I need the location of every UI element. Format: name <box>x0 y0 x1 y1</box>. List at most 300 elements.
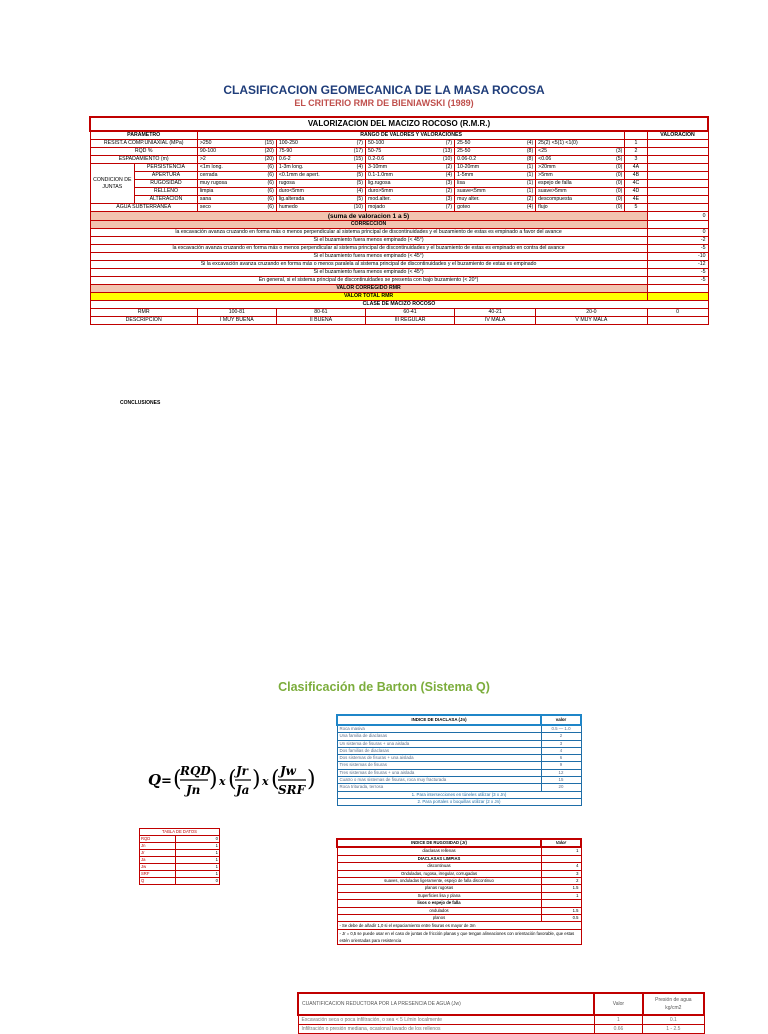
corregido-row <box>90 285 708 293</box>
range-cell <box>366 188 455 196</box>
param-code: 4D <box>625 188 647 196</box>
correccion-text: Si el buzamiento fuera menos empinado (< 45°) <box>90 237 647 245</box>
table-row <box>337 769 581 776</box>
range-text: 25-50 <box>457 140 471 146</box>
table-row <box>337 900 581 907</box>
valoracion-cell <box>647 188 708 196</box>
table-row <box>90 229 708 237</box>
range-cell <box>366 148 455 156</box>
table-row <box>337 855 581 862</box>
conclusiones-label: CONCLUSIONES <box>120 400 161 406</box>
col-parametro: PARAMETRO <box>90 131 197 140</box>
range-cell <box>276 188 365 196</box>
jn-value: 3 <box>541 740 581 747</box>
jn-value: 12 <box>541 769 581 776</box>
range-text: <25 <box>538 148 547 154</box>
jn-desc: Dos sistemas de fisuras + una aislada <box>337 755 541 762</box>
range-score: (5) <box>356 180 363 186</box>
range-cell <box>197 164 276 172</box>
jn-value: 0.5 — 1.0 <box>541 725 581 733</box>
table-row <box>140 836 220 843</box>
table-row <box>90 269 708 277</box>
datos-value: 1 <box>176 857 220 864</box>
param-code: 2 <box>625 148 647 156</box>
jr-desc: Onduladas, rugosa, irregular, corrugadas <box>337 870 541 877</box>
clase-rmr-cell: 100-81 <box>197 309 276 317</box>
range-text: cerrada <box>199 172 218 178</box>
range-cell <box>536 156 625 164</box>
table-row <box>337 907 581 914</box>
jr-desc: discontinuas <box>337 863 541 870</box>
clase-rmr-cell: 0 <box>647 309 708 317</box>
table-row <box>298 1015 704 1025</box>
range-cell <box>455 156 536 164</box>
formula-jr: Jr <box>236 764 248 778</box>
range-text: <0.1mm de apert. <box>278 172 320 178</box>
range-cell <box>197 196 276 204</box>
empty-cell <box>625 131 647 140</box>
range-text: lig.rugosa <box>368 180 391 186</box>
range-cell <box>366 204 455 212</box>
range-text: >250 <box>199 140 212 146</box>
correccion-value: -5 <box>647 245 708 253</box>
range-text: descompuesta <box>538 196 572 202</box>
range-score: (0) <box>615 180 623 186</box>
range-cell <box>366 156 455 164</box>
correccion-value: -5 <box>647 269 708 277</box>
svg-text:): ) <box>252 767 261 792</box>
table-row <box>90 277 708 285</box>
formula-q: Q <box>148 771 162 789</box>
range-text: 75-90 <box>278 148 293 154</box>
clase-rmr-cell: RMR <box>90 309 197 317</box>
table-row <box>337 762 581 769</box>
range-score: (20) <box>264 156 274 162</box>
jr-value: 1 <box>541 892 581 899</box>
range-score: (8) <box>526 156 534 162</box>
correccion-value: -5 <box>647 277 708 285</box>
table-row <box>90 156 708 164</box>
datos-key: Ja <box>140 857 176 864</box>
range-cell <box>276 204 365 212</box>
total-label: VALOR TOTAL RMR <box>90 293 647 301</box>
table-row <box>90 245 708 253</box>
jn-desc: Cuatro o mas sistemas de fisuras, roca muy fracturada <box>337 777 541 784</box>
range-score: (6) <box>267 180 274 186</box>
page-subtitle: EL CRITERIO RMR DE BIENIAWSKI (1989) <box>294 98 474 108</box>
range-score: (13) <box>442 148 453 154</box>
range-text: rugosa <box>278 180 295 186</box>
jn-value: 2 <box>541 733 581 740</box>
datos-header: TABLA DE DATOS <box>140 829 220 836</box>
range-text: 90-100 <box>199 148 217 154</box>
valoracion-cell <box>647 164 708 172</box>
param-label: ESPADAMIENTO (m) <box>90 156 197 164</box>
formula-rqd: RQD <box>180 764 211 778</box>
param-code: 4A <box>625 164 647 172</box>
range-score: (5) <box>356 172 363 178</box>
range-text: 1-3m long. <box>278 164 304 170</box>
total-row <box>90 293 708 301</box>
jn-header-val: valor <box>541 715 581 725</box>
range-score: (0) <box>615 204 623 210</box>
jn-header: INDICE DE DIACLASA (Jn) <box>337 715 541 725</box>
valoracion-cell <box>647 196 708 204</box>
range-text: goteo <box>457 204 471 210</box>
range-cell <box>455 188 536 196</box>
jn-note: 1. Para intersecciones en túneles utilizar (3 x Jn) <box>337 791 581 798</box>
range-score: (1) <box>526 188 534 194</box>
jr-desc: Superficies lisa y plana <box>337 892 541 899</box>
range-score: (0) <box>615 164 623 170</box>
range-cell <box>197 156 276 164</box>
jn-note: 2. Para portales o boquillas utilizar (2 x Jn) <box>337 798 581 805</box>
clase-row <box>90 301 708 309</box>
range-cell <box>197 180 276 188</box>
param-code: 1 <box>625 140 647 148</box>
col-valoracion: VALORACION <box>647 131 708 140</box>
range-cell <box>276 156 365 164</box>
range-score: (4) <box>356 188 363 194</box>
rmr-colhead-row <box>90 131 708 140</box>
jr-desc: DIACLASAS LIMPIAS <box>337 855 541 862</box>
clase-rmr-cell: 20-0 <box>536 309 647 317</box>
formula-jw: Jw <box>280 764 297 778</box>
param-code: 4E <box>625 196 647 204</box>
datos-value: 1 <box>176 864 220 871</box>
range-cell <box>536 180 625 188</box>
valoracion-cell <box>647 180 708 188</box>
param-label: AGUA SUBTERRANEA <box>90 204 197 212</box>
range-text: 100-250 <box>278 140 298 146</box>
datos-key: Jw <box>140 864 176 871</box>
range-text: muy alter. <box>457 196 480 202</box>
suma-label: (suma de valoracion 1 a 5) <box>90 212 647 221</box>
table-row <box>337 784 581 791</box>
table-row <box>90 317 708 325</box>
range-score: (15) <box>353 156 363 162</box>
formula-x1: x <box>219 775 226 788</box>
range-score: (7) <box>356 140 363 146</box>
range-cell <box>536 204 625 212</box>
datos-value: 0 <box>176 836 220 843</box>
jr-value: 4 <box>541 863 581 870</box>
jr-value: 3 <box>541 870 581 877</box>
range-cell <box>366 196 455 204</box>
table-row <box>337 847 581 855</box>
param-code: 5 <box>625 204 647 212</box>
range-score: (6) <box>267 188 274 194</box>
range-score: (5) <box>356 196 363 202</box>
q-formula <box>148 756 318 806</box>
datos-key: Jr <box>140 850 176 857</box>
jr-header: INDICE DE RUGOSIDAD (Jr) <box>337 839 541 847</box>
datos-value: 1 <box>176 843 220 850</box>
correccion-value: -12 <box>647 261 708 269</box>
range-text: 10-20mm <box>457 164 480 170</box>
range-score: (4) <box>526 140 534 146</box>
range-cell <box>366 140 455 148</box>
range-cell <box>536 148 625 156</box>
jr-note: - Se debe de añadir 1,0 si el espaciamiento entre fisuras es mayor de 3m <box>337 922 581 930</box>
formula-ja: Ja <box>236 783 250 797</box>
page-title: CLASIFICACION GEOMECANICA DE LA MASA ROCOSA <box>223 83 545 97</box>
jr-desc: lisos o espejo de falla <box>337 900 541 907</box>
jr-value: 1 <box>541 847 581 855</box>
range-score: (1) <box>526 172 534 178</box>
correccion-text: la excavación avanza cruzando en forma más o menos perpendicular al sistema principal de discontinuidades y el buzamiento de estas es empinado a favor del avance <box>90 229 647 237</box>
table-row <box>337 740 581 747</box>
range-text: lisa <box>457 180 465 186</box>
range-text: >5mm <box>538 172 553 178</box>
jw-table <box>297 992 705 1034</box>
range-text: flujo <box>538 204 548 210</box>
corregido-label: VALOR CORREGIDO RMR <box>90 285 647 293</box>
table-row <box>337 885 581 892</box>
range-text: lig.alterada <box>278 196 305 202</box>
empty-cell <box>647 285 708 293</box>
jr-header-val: Valor <box>541 839 581 847</box>
empty-cell <box>647 221 708 229</box>
range-cell <box>197 188 276 196</box>
jn-note-row <box>337 791 581 798</box>
jr-value <box>541 900 581 907</box>
table-row <box>337 915 581 922</box>
table-row <box>337 747 581 754</box>
jw-header: CUANTIFICACION REDUCTORA POR LA PRESENCIA DE AGUA (Jw) <box>298 993 594 1015</box>
range-text: mod.alter. <box>368 196 391 202</box>
range-text: suave>5mm <box>538 188 567 194</box>
range-text: <0.06 <box>538 156 552 162</box>
param-label: APERTURA <box>135 172 198 180</box>
range-score: (7) <box>445 140 453 146</box>
table-row <box>140 850 220 857</box>
clase-desc-cell: V MUY MALA <box>536 317 647 325</box>
jw-header-pres: Presión de agua kg/cm2 <box>643 993 704 1015</box>
range-score: (4) <box>526 204 534 210</box>
jr-note-row <box>337 922 581 930</box>
table-row <box>90 204 708 212</box>
range-score: (0) <box>615 188 623 194</box>
valoracion-cell <box>647 148 708 156</box>
jr-header-row <box>337 839 581 847</box>
table-row <box>337 777 581 784</box>
range-text: seco <box>199 204 211 210</box>
suma-value: 0 <box>647 212 708 221</box>
range-score: (1) <box>526 164 534 170</box>
range-cell <box>536 188 625 196</box>
table-row <box>90 261 708 269</box>
col-rango: RANGO DE VALORES Y VALORACIONES <box>197 131 624 140</box>
svg-text:(: ( <box>271 767 280 792</box>
jw-header-val: Valor <box>594 993 643 1015</box>
jn-desc: Roca triturada, terrosa <box>337 784 541 791</box>
correccion-text: Si la excavación avanza cruzando en forma más o menos paralela al sistema principal de discontinuidades y el buzamiento de estas es empinado <box>90 261 647 269</box>
correccion-text: En general, si el sistema principal de discontinuidades se presenta con bajo buzamiento (< 20°) <box>90 277 647 285</box>
jw-value: 0.66 <box>594 1025 643 1034</box>
datos-header-row <box>140 829 220 836</box>
clase-desc-cell: DESCRIPCION <box>90 317 197 325</box>
jn-desc: Roca masiva <box>337 725 541 733</box>
range-cell <box>366 180 455 188</box>
range-cell <box>197 140 276 148</box>
formula-x2: x <box>262 775 269 788</box>
range-text: >20mm <box>538 164 556 170</box>
range-text: 50-100 <box>368 140 385 146</box>
range-score: (6) <box>267 196 274 202</box>
jr-desc: ondulados <box>337 907 541 914</box>
range-score: (5) <box>615 156 623 162</box>
datos-value: 1 <box>176 850 220 857</box>
clase-desc-cell <box>647 317 708 325</box>
range-text: 0.6-2 <box>278 156 291 162</box>
table-row <box>337 725 581 733</box>
datos-key: Q <box>140 878 176 885</box>
range-text: >2 <box>199 156 206 162</box>
table-row <box>90 172 708 180</box>
range-text: 3-10mm <box>368 164 388 170</box>
range-score: (2) <box>445 164 453 170</box>
param-code: 4C <box>625 180 647 188</box>
svg-text:): ) <box>307 767 316 792</box>
range-cell <box>455 172 536 180</box>
range-text: 1-5mm <box>457 172 474 178</box>
range-score: (17) <box>353 148 363 154</box>
correccion-value: -10 <box>647 253 708 261</box>
range-score: (6) <box>267 164 274 170</box>
condicion-label: CONDICION DE JUNTAS <box>90 164 135 204</box>
datos-value: 0 <box>176 878 220 885</box>
range-text: duro>5mm <box>368 188 393 194</box>
jw-value: 1 <box>594 1015 643 1025</box>
total-value <box>647 293 708 301</box>
range-cell <box>536 140 625 148</box>
valoracion-cell <box>647 204 708 212</box>
svg-text:(: ( <box>228 767 237 792</box>
param-label: RELLENO <box>135 188 198 196</box>
range-cell <box>276 140 365 148</box>
correccion-text: Si el buzamiento fuera menos empinado (< 45°) <box>90 269 647 277</box>
jn-table <box>336 714 582 806</box>
table-row <box>140 857 220 864</box>
table-row <box>337 878 581 885</box>
table-row <box>140 864 220 871</box>
param-label: PERSISTENCIA <box>135 164 198 172</box>
range-score: (4) <box>445 172 453 178</box>
correccion-label: CORRECCION <box>90 221 647 229</box>
range-cell <box>536 164 625 172</box>
jn-value: 6 <box>541 755 581 762</box>
range-cell <box>455 164 536 172</box>
range-text: limpia <box>199 188 214 194</box>
table-row <box>90 188 708 196</box>
jr-desc: diaclasas rellenas <box>337 847 541 855</box>
range-cell <box>276 196 365 204</box>
range-cell <box>197 148 276 156</box>
range-score: (10) <box>353 204 363 210</box>
table-row <box>140 878 220 885</box>
range-text: <1m long. <box>199 164 223 170</box>
range-text: 0.1-1.0mm <box>368 172 393 178</box>
clase-desc-cell: III REGULAR <box>366 317 455 325</box>
jr-value: 0.5 <box>541 915 581 922</box>
valoracion-cell <box>647 156 708 164</box>
formula-srf: SRF <box>278 783 306 797</box>
barton-title: Clasificación de Barton (Sistema Q) <box>278 680 490 694</box>
range-text: espejo de falla <box>538 180 572 186</box>
range-score: (20) <box>264 148 274 154</box>
range-cell <box>276 164 365 172</box>
range-text: mojado <box>368 204 386 210</box>
jr-value: 1.5 <box>541 907 581 914</box>
rmr-header: VALORIZACION DEL MACIZO ROCOSO (R.M.R.) <box>90 117 708 131</box>
datos-value: 1 <box>176 871 220 878</box>
jr-value: 2 <box>541 878 581 885</box>
table-row <box>90 140 708 148</box>
range-score: (3) <box>445 180 453 186</box>
jn-desc: Tres sistemas de fisuras <box>337 762 541 769</box>
formula-jn: Jn <box>186 783 201 797</box>
range-cell <box>197 172 276 180</box>
range-score: (6) <box>267 172 274 178</box>
table-row <box>337 892 581 899</box>
jw-pres: 0.1 <box>643 1015 704 1025</box>
table-row <box>337 870 581 877</box>
range-cell <box>366 164 455 172</box>
jn-note-row <box>337 798 581 805</box>
range-cell <box>455 204 536 212</box>
param-label: ALTERACION <box>135 196 198 204</box>
range-cell <box>455 148 536 156</box>
svg-text:): ) <box>209 767 218 792</box>
clase-rmr-cell: 40-21 <box>455 309 536 317</box>
range-cell <box>197 204 276 212</box>
range-score: (15) <box>264 140 274 146</box>
table-row <box>90 196 708 204</box>
correccion-text: la excavación avanza cruzando en forma más o menos perpendicular al sistema principal de discontinuidades y el buzamiento de estas es empinado en contra del avance <box>90 245 647 253</box>
range-text: sana <box>199 196 212 202</box>
valoracion-cell <box>647 172 708 180</box>
clase-rmr-cell: 80-61 <box>276 309 365 317</box>
formula-eq: = <box>161 774 172 789</box>
jr-table <box>336 838 582 945</box>
jn-header-row <box>337 715 581 725</box>
range-cell <box>276 180 365 188</box>
correccion-row <box>90 221 708 229</box>
range-text: 0.2-0.6 <box>368 156 385 162</box>
rmr-header-row <box>90 117 708 131</box>
jn-value: 15 <box>541 777 581 784</box>
param-code: 3 <box>625 156 647 164</box>
table-row <box>337 863 581 870</box>
range-score: (4) <box>356 164 363 170</box>
range-cell <box>455 196 536 204</box>
table-row <box>90 253 708 261</box>
clase-rmr-cell: 60-41 <box>366 309 455 317</box>
range-cell <box>536 196 625 204</box>
jw-pres: 1 - 2.5 <box>643 1025 704 1034</box>
range-cell <box>455 140 536 148</box>
clase-label: CLASE DE MACIZO ROCOSO <box>90 301 708 309</box>
range-text: 50-75 <box>368 148 382 154</box>
range-cell <box>536 172 625 180</box>
range-text: 0.06-0.2 <box>457 156 477 162</box>
range-text: 25(2) <5(1) <1(0) <box>538 140 578 146</box>
range-score: (6) <box>267 204 274 210</box>
valoracion-cell <box>647 140 708 148</box>
clase-desc-cell: I MUY BUENA <box>197 317 276 325</box>
table-row <box>90 148 708 156</box>
